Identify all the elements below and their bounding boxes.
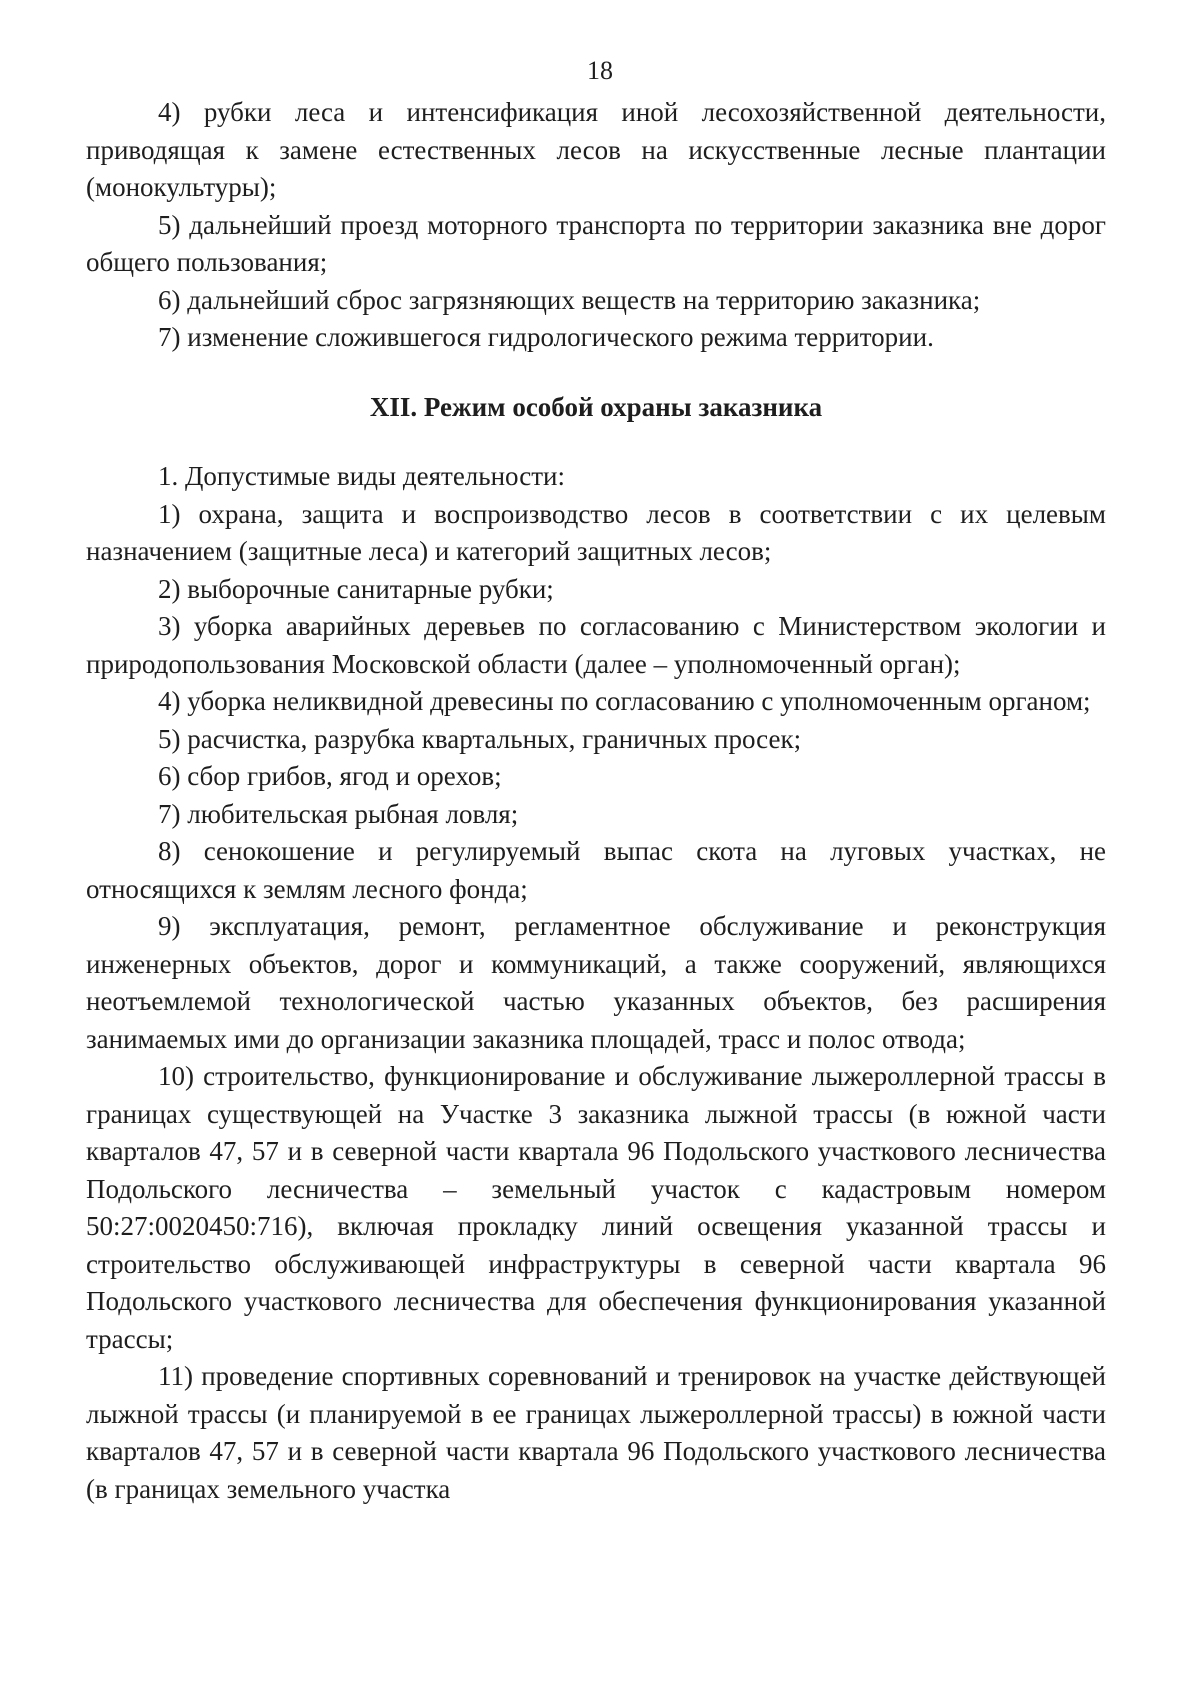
paragraph: 7) любительская рыбная ловля; xyxy=(158,798,519,829)
paragraph: 5) расчистка, разрубка квартальных, граничных просек; xyxy=(158,723,802,754)
paragraph: 8) сенокошение и регулируемый выпас скота на луговых участках, не относящихся к землям лесного фонда; xyxy=(86,836,1106,904)
paragraph: 6) дальнейший сброс загрязняющих веществ на территорию заказника; xyxy=(158,284,981,315)
page-number: 18 xyxy=(587,56,613,85)
paragraph: 3) уборка аварийных деревьев по согласованию с Министерством экологии и природопользования Московской области (далее – уполномоченный орган); xyxy=(86,611,1106,679)
document-body xyxy=(86,94,1106,1508)
section-heading: XII. Режим особой охраны заказника xyxy=(369,391,823,422)
paragraph: 1) охрана, защита и воспроизводство лесов в соответствии с их целевым назначением (защитные леса) и категорий защитных лесов; xyxy=(86,498,1106,566)
spacer xyxy=(86,357,1106,389)
paragraph: 6) сбор грибов, ягод и орехов; xyxy=(158,761,502,791)
paragraph: 11) проведение спортивных соревнований и тренировок на участке действующей лыжной трассы (и планируемой в ее границах лыжероллерной трассы) в южной части кварталов 47, 57 и в северной части квартала 96 Подольского участкового лесничества (в границах земельного участка xyxy=(86,1361,1106,1504)
paragraph: 1. Допустимые виды деятельности: xyxy=(158,461,565,491)
paragraph: 5) дальнейший проезд моторного транспорта по территории заказника вне дорог общего пользования; xyxy=(86,209,1106,277)
paragraph: 10) строительство, функционирование и обслуживание лыжероллерной трассы в границах существующей на Участке 3 заказника лыжной трассы (в южной части кварталов 47, 57 и в северной части квартала 96 Подольского участкового лесничества Подольского лесничества – земельный участок с кадастровым номером 50:27:0020450:716), включая прокладку линий освещения указанной трассы и строительство обслуживающей инфраструктуры в северной части квартала 96 Подольского участкового лесничества для обеспечения функционирования указанной трассы; xyxy=(86,1061,1106,1354)
paragraph: 9) эксплуатация, ремонт, регламентное обслуживание и реконструкция инженерных объектов, дорог и коммуникаций, а также сооружений, являющихся неотъемлемой технологической частью указанных объектов, без расширения занимаемых ими до организации заказника площадей, трасс и полос отвода; xyxy=(86,911,1106,1054)
spacer xyxy=(86,426,1106,458)
paragraph: 2) выборочные санитарные рубки; xyxy=(158,573,554,604)
paragraph: 4) рубки леса и интенсификация иной лесохозяйственной деятельности, приводящая к замене естественных лесов на искусственные лесные плантации (монокультуры); xyxy=(86,97,1106,202)
paragraph: 4) уборка неликвидной древесины по согласованию с уполномоченным органом; xyxy=(158,686,1091,716)
paragraph: 7) изменение сложившегося гидрологического режима территории. xyxy=(158,322,934,352)
